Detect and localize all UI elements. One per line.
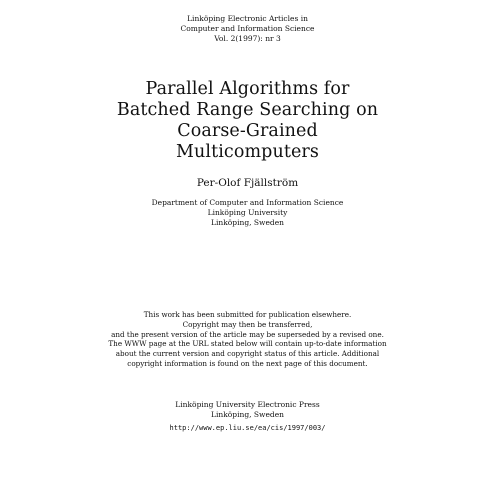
notice-line: about the current version and copyright status of this article. Additional bbox=[115, 349, 380, 359]
series-info bbox=[0, 14, 495, 44]
affiliation-line: Linköping, Sweden bbox=[211, 218, 284, 227]
title-line: Coarse-Grained bbox=[177, 121, 318, 141]
notice-line: copyright information is found on the next page of this document. bbox=[127, 358, 368, 368]
notice-line: This work has been submitted for publication elsewhere. bbox=[143, 310, 352, 319]
article-title bbox=[0, 79, 495, 163]
title-line: Multicomputers bbox=[176, 142, 319, 162]
publication-notice bbox=[0, 310, 495, 369]
publisher-line: Linköping, Sweden bbox=[211, 410, 284, 419]
title-line: Batched Range Searching on bbox=[116, 100, 379, 120]
affiliation-line: Linköping University bbox=[207, 208, 288, 217]
notice-line: and the present version of the article may be superseded by a revised one. bbox=[111, 329, 384, 339]
series-line: Vol. 2(1997): nr 3 bbox=[214, 34, 281, 43]
notice-line: Copyright may then be transferred, bbox=[182, 319, 313, 329]
title-line: Parallel Algorithms for bbox=[145, 79, 350, 99]
series-line: Linköping Electronic Articles in bbox=[187, 14, 308, 23]
author-name: Per-Olof Fjällström bbox=[196, 177, 299, 189]
series-line: Computer and Information Science bbox=[180, 24, 315, 33]
author-affiliation bbox=[0, 198, 495, 228]
article-url bbox=[0, 423, 495, 433]
notice-line: The WWW page at the URL stated below will contain up-to-date information bbox=[108, 339, 387, 349]
affiliation-line: Department of Computer and Information Science bbox=[151, 198, 344, 207]
publisher-line: Linköping University Electronic Press bbox=[175, 400, 320, 409]
article-url-link[interactable]: http://www.ep.liu.se/ea/cis/1997/003/ bbox=[169, 424, 326, 432]
publisher-info bbox=[0, 400, 495, 420]
